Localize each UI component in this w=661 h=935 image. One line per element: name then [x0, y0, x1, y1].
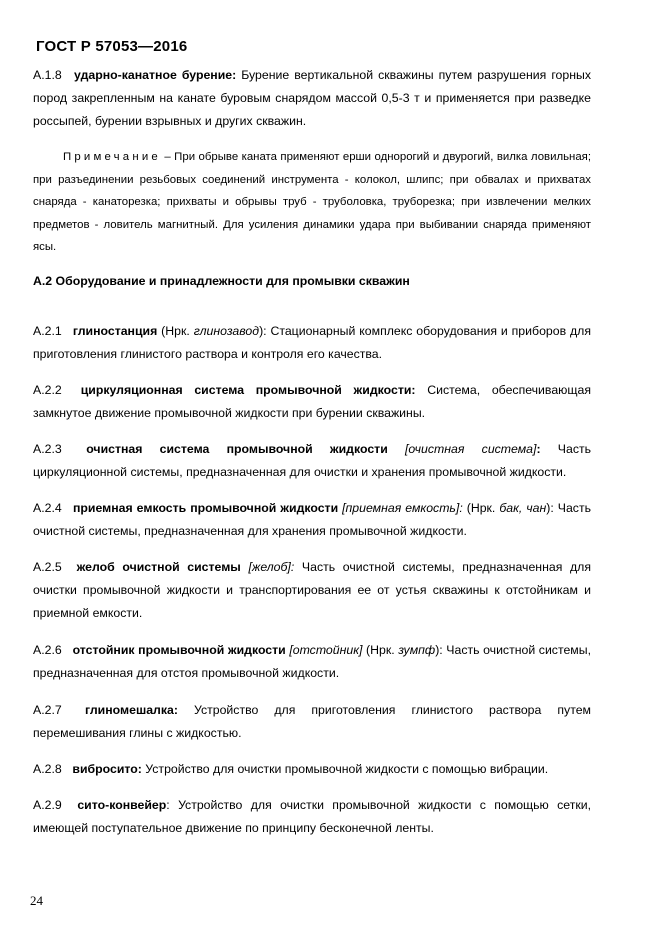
term-note-prefix: (Нрк. — [366, 643, 395, 657]
term-colon: : — [166, 798, 170, 812]
term-a-2-7 — [33, 699, 591, 745]
term-name: желоб очистной системы — [76, 560, 241, 574]
term-colon: : — [536, 442, 541, 456]
note-text: – При обрыве каната применяют ерши однорогий и двурогий, вилка ловильная; при разъединении резьбовых соединений инструмента - колокол, шлипс; при обвалах и прихватах снаряда - канаторезка; прихваты и обрывы труб - труболовка, труборезка; при извлечении мелких предметов - ловитель магнитный. Для усиления динамики удара при выбивании снаряда применяют ясы. — [33, 151, 591, 253]
term-name: отстойник промывочной жидкости — [72, 643, 286, 657]
clause-number: А.2.9 — [33, 798, 62, 812]
clause-number: А.2.4 — [33, 501, 62, 515]
note-label: Примечание — [63, 151, 161, 163]
term-definition: ): Часть очистной системы, предназначенная для хранения промывочной жидкости. — [33, 501, 591, 538]
deprecated-term: глинозавод — [193, 324, 260, 338]
term-name: глиномешалка: — [85, 703, 178, 717]
term-name: глиностанция — [72, 324, 158, 338]
term-a-2-2 — [33, 379, 591, 425]
clause-number: А.2.5 — [33, 560, 62, 574]
term-definition: ): Стационарный комплекс оборудования и приборов для приготовления глинистого раствора и контроля его качества. — [33, 324, 592, 361]
term-name: ударно-канатное бурение: — [74, 68, 237, 82]
term-definition: Система, обеспечивающая замкнутое движение промывочной жидкости при бурении скважины. — [33, 383, 592, 420]
term-note-prefix: (Нрк. — [161, 324, 190, 338]
term-definition: Бурение вертикальной скважины путем разрушения горных пород закрепленным на канате буровым снарядом массой 0,5-3 т и применяется при разведке россыпей, бурении взрывных и других скважин. — [33, 68, 592, 128]
term-a-2-3 — [33, 438, 591, 484]
term-note-prefix: (Нрк. — [466, 501, 496, 515]
section-title: А.2 Оборудование и принадлежности для промывки скважин — [33, 274, 410, 288]
term-name: очистная система промывочной жидкости — [86, 442, 388, 456]
term-synonym: [отстойник] — [289, 643, 363, 657]
term-a-2-6 — [33, 639, 591, 685]
page-number: 24 — [30, 893, 43, 908]
term-a-1-8 — [33, 64, 591, 133]
term-name: сито-конвейер — [77, 798, 167, 812]
term-definition: Устройство для приготовления глинистого раствора путем перемешивания глины с жидкостью. — [33, 703, 591, 740]
term-name: циркуляционная система промывочной жидкости: — [80, 383, 416, 397]
clause-number: А.2.8 — [33, 762, 62, 776]
term-a-2-1 — [33, 320, 591, 366]
clause-number: А.2.7 — [33, 703, 62, 717]
term-definition: Часть очистной системы, предназначенная для очистки промывочной жидкости и транспортирования ее от устья скважины к отстойникам и приемной емкости. — [33, 560, 591, 620]
term-synonym: [очистная система] — [404, 442, 537, 456]
deprecated-term: зумпф — [398, 643, 436, 657]
term-name: вибросито: — [72, 762, 142, 776]
deprecated-term: бак, чан — [499, 501, 547, 515]
note — [33, 146, 591, 259]
term-synonym: [приемная емкость]: — [342, 501, 463, 515]
document-header: ГОСТ Р 57053—2016 — [36, 38, 188, 55]
term-a-2-5 — [33, 556, 591, 625]
term-definition: ): Часть очистной системы, предназначенная для отстоя промывочной жидкости. — [33, 643, 592, 680]
clause-number: А.2.6 — [33, 643, 62, 657]
term-a-2-4 — [33, 497, 591, 543]
term-name: приемная емкость промывочной жидкости — [72, 501, 339, 515]
term-a-2-8 — [33, 758, 591, 781]
term-a-2-9 — [33, 794, 591, 840]
term-definition: Устройство для очистки промывочной жидкости с помощью сетки, имеющей поступательное движение по принципу бесконечной ленты. — [33, 798, 591, 835]
clause-number: А.2.1 — [33, 324, 62, 338]
term-definition: Часть циркуляционной системы, предназначенная для очистки и хранения промывочной жидкости. — [33, 442, 592, 479]
clause-number: А.2.2 — [33, 383, 62, 397]
clause-number: А.1.8 — [33, 68, 62, 82]
term-synonym: [желоб]: — [248, 560, 295, 574]
clause-number: А.2.3 — [33, 442, 62, 456]
term-definition: Устройство для очистки промывочной жидкости с помощью вибрации. — [145, 762, 549, 776]
